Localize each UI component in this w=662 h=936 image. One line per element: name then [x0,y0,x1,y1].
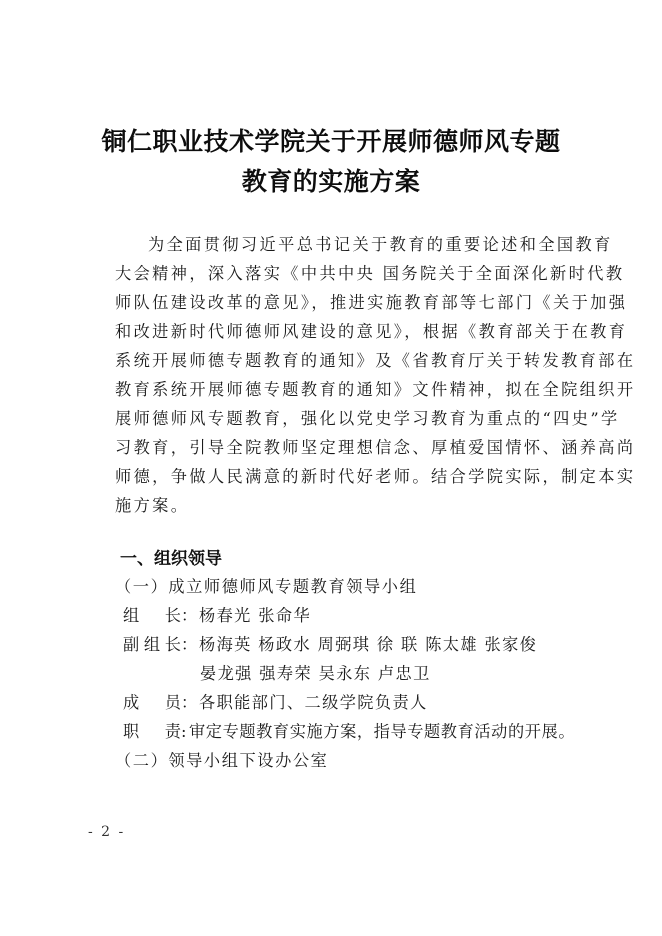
leader-label: 组长 [123,606,181,625]
intro-line: 系统开展师德专题教育的通知》及《省教育厅关于转发教育部在 [115,351,636,370]
intro-line: 习教育，引导全院教师坚定理想信念、厚植爱国情怀、涵养高尚 [115,438,636,457]
intro-line: 展师德师风专题教育，强化以党史学习教育为重点的“四史”学 [115,409,620,428]
deputy-leaders-row [123,635,537,655]
deputy-leaders-label: 副组长 [123,635,181,654]
members-row [123,693,428,713]
intro-line: 大会精神，深入落实《中共中央 国务院关于全面深化新时代教 [115,264,625,283]
leader-row [123,606,311,626]
duties-row [123,722,575,742]
leader-colon: ： [181,606,198,625]
members-label: 成员 [123,693,181,712]
members-colon: ： [181,693,198,712]
intro-line: 教育系统开展师德专题教育的通知》文件精神，拟在全院组织开 [115,380,636,399]
duties-label: 职责 [123,722,181,741]
intro-line: 为全面贯彻习近平总书记关于教育的重要论述和全国教育 [148,235,613,254]
members-value: 各职能部门、二级学院负责人 [199,693,428,712]
intro-line: 师队伍建设改革的意见》，推进实施教育部等七部门《关于加强 [115,293,628,312]
document-title-line-2: 教育的实施方案 [241,167,421,196]
deputy-leaders-continuation: 晏龙强 强寿荣 吴永东 卢忠卫 [200,664,431,683]
intro-line: 施方案。 [115,496,190,515]
leader-names: 杨春光 张命华 [199,606,312,625]
duties-colon: : [181,722,187,741]
subsection-heading-office: （二）领导小组下设办公室 [115,751,329,770]
deputy-leaders-colon: ： [181,635,198,654]
intro-line: 和改进新时代师德师风建设的意见》，根据《教育部关于在教育 [115,322,628,341]
intro-line: 师德，争做人民满意的新时代好老师。结合学院实际，制定本实 [115,467,636,486]
subsection-heading-leading-group: （一）成立师德师风专题教育领导小组 [115,577,418,596]
duties-value: 审定专题教育实施方案，指导专题教育活动的开展。 [189,722,576,741]
document-title-line-1: 铜仁职业技术学院关于开展师德师风专题 [101,127,561,156]
page-number: - 2 - [88,824,126,840]
section-heading-organization: 一、组织领导 [120,549,222,569]
deputy-leaders-names: 杨海英 杨政水 周弼琪 徐 联 陈太雄 张家俊 [199,635,538,654]
